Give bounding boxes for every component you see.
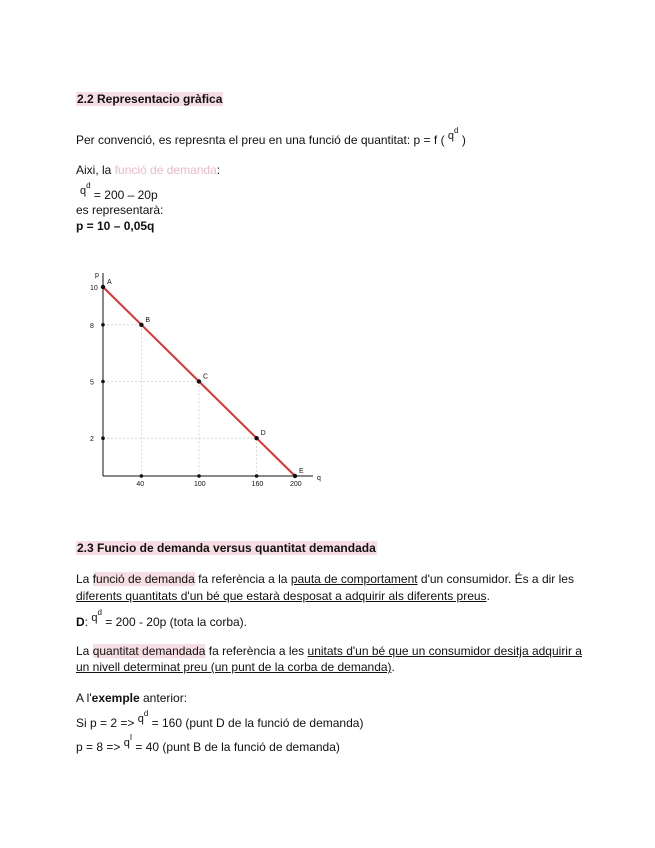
equation-line [80,181,158,202]
aixi-post: : [216,163,221,177]
eq-q-symbol [80,181,91,197]
text: d'un consumidor. És a dir les [417,572,574,586]
highlight-quantity-demanded: quantitat demandada [92,644,206,658]
text: La [76,644,93,658]
demand-chart [80,264,330,494]
text: Si p = 2 => [76,716,138,730]
y-axis-dot-5 [101,380,105,384]
section-heading-2-2 [76,92,223,106]
example-line [76,691,187,705]
x-tick-label-40: 40 [136,481,145,488]
text: fa referència a les [205,644,308,658]
x-tick-label-100: 100 [194,481,206,488]
y-axis-dot-10 [101,285,105,289]
q-superscript: d [86,181,91,190]
text: = 40 (punt B de la funció de demanda) [132,740,340,754]
text: : [84,615,92,629]
x-axis-label: q [317,475,321,482]
point-label-a: A [107,279,112,286]
text: A l' [76,691,92,705]
paragraph2-line1 [76,644,582,658]
text: La [76,572,93,586]
q-letter: q [447,130,455,142]
text: = 200 - 20p (tota la corba). [101,615,248,629]
q-letter: q [137,713,144,725]
convention-line [76,126,466,147]
point-b [139,323,143,327]
q-symbol [123,733,133,749]
example-si2 [76,733,340,754]
y-tick-label-8: 8 [90,322,94,330]
example-bold: exemple [91,691,140,705]
text: p = 8 => [76,740,124,754]
example-si1 [76,709,364,730]
y-axis-dot-2 [101,436,105,440]
q-symbol [447,126,459,142]
y-tick-label-10: 10 [90,285,98,292]
convention-close: ) [461,133,466,147]
d-label: D [76,615,85,629]
paragraph1-line2 [76,589,490,603]
convention-text: Per convenció, es represnta el preu en una funció de quantitat: p = f ( [76,133,445,147]
y-tick-label-5: 5 [90,379,94,387]
heading-text: 2.3 Funcio de demanda versus quantitat demandada [77,541,376,555]
demand-function-link: funció de demanda [114,163,217,177]
underline-quantities: diferents quantitats d'un bé que estarà desposat a adquirir als diferents preus [76,589,487,603]
q-symbol [137,709,149,725]
x-tick-label-200: 200 [290,481,302,488]
represent-line: es representarà: [76,203,164,217]
text: . [391,660,395,674]
heading-text: 2.2 Representacio gràfica [77,92,223,106]
point-c [197,379,201,383]
x-axis-dot-100 [197,474,201,478]
paragraph1-line1 [76,572,574,586]
point-label-b: B [145,316,151,324]
underline-units: unitats d'un bé que un consumidor desitja adquirir a [307,644,582,658]
aixi-line [76,163,220,177]
section-heading-2-3 [76,541,377,555]
x-axis-dot-200 [293,474,297,478]
x-axis-dot-160 [255,474,259,478]
text: . [486,589,490,603]
point-d [254,436,258,440]
underline-pattern: pauta de comportament [290,572,418,586]
q-symbol [91,608,102,624]
q-letter: q [91,612,98,624]
q-superscript: d [454,126,459,135]
q-letter: q [80,185,87,197]
text: fa referència a la [194,572,291,586]
inverse-equation: p = 10 – 0,05q [76,219,155,233]
text: = 160 (punt D de la funció de demanda) [148,716,364,730]
underline-level: un nivell determinat preu (un punt de la corba de demanda) [76,660,392,674]
d-definition-line [76,608,248,629]
text: anterior: [139,691,188,705]
y-tick-label-2: 2 [90,436,94,444]
point-label-e: E [299,468,304,475]
x-axis-dot-40 [140,474,144,478]
equation-text: = 200 – 20p [93,188,158,202]
y-axis-dot-8 [101,323,105,327]
q-superscript: I [129,733,133,742]
point-label-c: C [203,373,209,381]
q-superscript: d [143,709,149,718]
x-tick-label-160: 160 [251,481,264,488]
q-superscript: d [97,608,102,617]
paragraph2-line2 [76,660,395,674]
aixi-pre: Aixi, la [76,163,115,177]
q-letter: q [123,737,130,749]
y-axis-label: p [95,272,99,279]
point-label-d: D [260,430,266,438]
highlight-demand-function: funció de demanda [92,572,195,586]
